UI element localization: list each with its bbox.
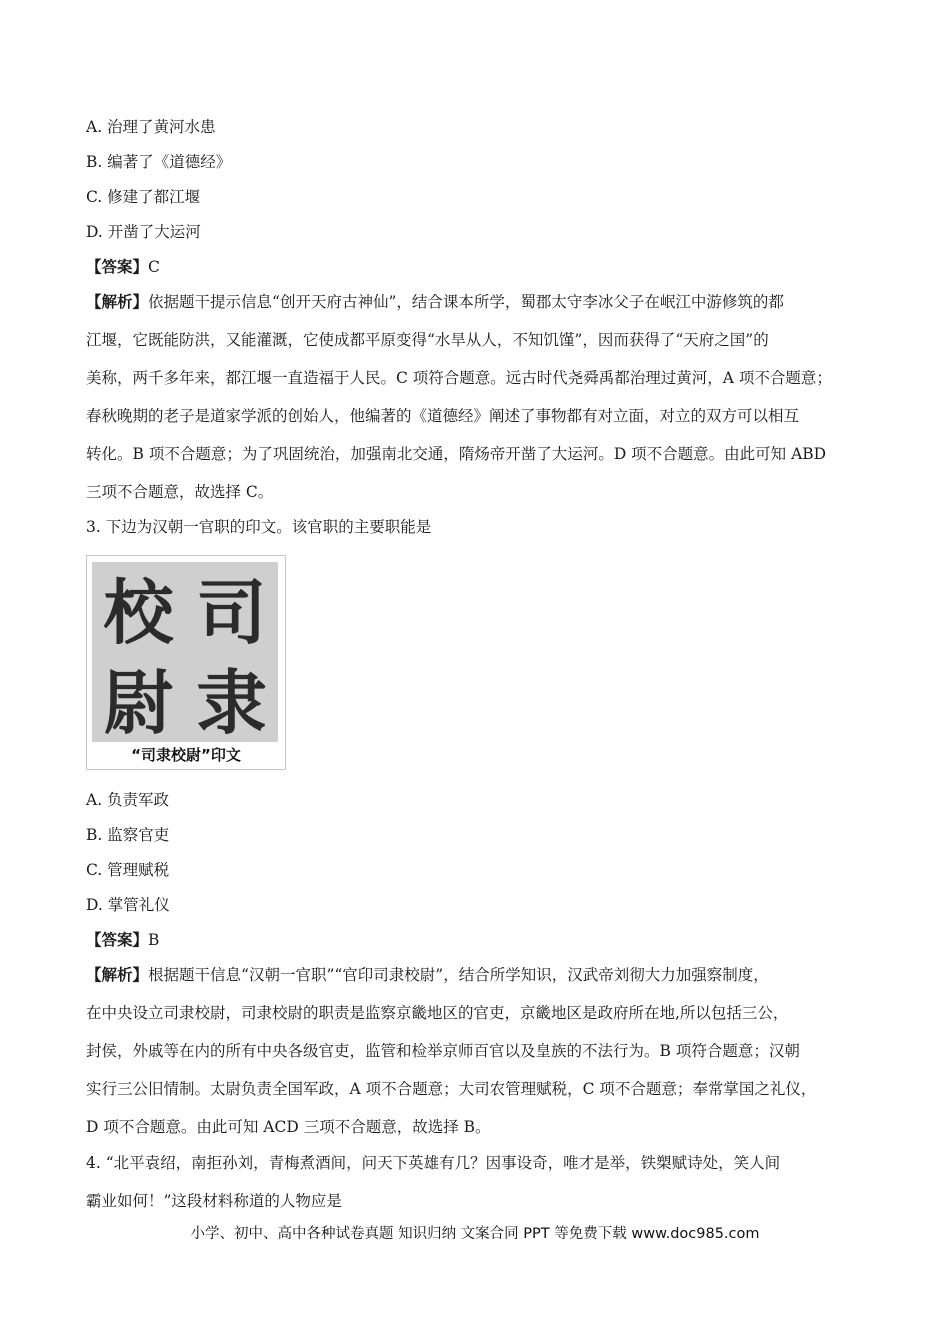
analysis-line — [86, 292, 784, 312]
analysis-line — [86, 965, 769, 985]
answer-value: B — [148, 931, 160, 949]
seal-char: 隶 — [196, 661, 267, 744]
seal-char: 尉 — [103, 661, 174, 744]
answer-line — [86, 257, 160, 277]
option-a: A. 治理了黄河水患 — [86, 118, 216, 136]
option-b: B. 监察官吏 — [86, 826, 170, 844]
analysis-line: 三项不合题意，故选择 C。 — [86, 483, 274, 501]
option-a: A. 负责军政 — [86, 791, 170, 809]
analysis-tag: 【解析】 — [86, 292, 149, 311]
seal-stamp — [92, 562, 278, 742]
option-d: D. 开凿了大运河 — [86, 223, 201, 241]
analysis-line: D 项不合题意。由此可知 ACD 三项不合题意，故选择 B。 — [86, 1118, 491, 1136]
analysis-line: 江堰，它既能防洪，又能灌溉，它使成都平原变得“水旱从人，不知饥馑”，因而获得了“天府之国”的 — [86, 331, 769, 349]
option-b: B. 编著了《道德经》 — [86, 153, 232, 171]
analysis-tag: 【解析】 — [86, 965, 149, 984]
seal-image — [86, 555, 286, 770]
analysis-line: 美称，两千多年来，都江堰一直造福于人民。C 项符合题意。远古时代尧舜禹都治理过黄河，A 项不合题意； — [86, 369, 832, 387]
answer-line — [86, 930, 159, 950]
answer-value: C — [148, 258, 160, 276]
question-stem: 4. “北平袁绍，南拒孙刘，青梅煮酒间，问天下英雄有几？因事设奇，唯才是举，铁槊赋诗处，笑人间 — [86, 1154, 781, 1172]
analysis-line: 在中央设立司隶校尉，司隶校尉的职责是监察京畿地区的官吏，京畿地区是政府所在地,所以包括三公， — [86, 1004, 789, 1022]
option-c: C. 修建了都江堰 — [86, 188, 201, 206]
analysis-line: 春秋晚期的老子是道家学派的创始人，他编著的《道德经》阐述了事物都有对立面，对立的双方可以相互 — [86, 407, 800, 425]
analysis-line: 转化。B 项不合题意；为了巩固统治，加强南北交通，隋炀帝开凿了大运河。D 项不合题意。由此可知 ABD — [86, 445, 827, 463]
question-stem: 3. 下边为汉朝一官职的印文。该官职的主要职能是 — [86, 518, 432, 536]
analysis-text: 依据题干提示信息“创开天府古神仙”，结合课本所学，蜀郡太守李冰父子在岷江中游修筑的都 — [148, 293, 784, 311]
analysis-line: 封侯，外戚等在内的所有中央各级官吏，监管和检举京师百官以及皇族的不法行为。B 项符合题意；汉朝 — [86, 1042, 800, 1060]
analysis-line: 实行三公旧情制。太尉负责全国军政，A 项不合题意；大司农管理赋税，C 项不合题意；奉常掌国之礼仪， — [86, 1080, 817, 1098]
answer-tag: 【答案】 — [86, 257, 149, 276]
option-c: C. 管理赋税 — [86, 861, 170, 879]
analysis-text: 根据题干信息“汉朝一官职”“官印司隶校尉”，结合所学知识，汉武帝刘彻大力加强察制度， — [148, 966, 769, 984]
option-d: D. 掌管礼仪 — [86, 896, 170, 914]
page-footer: 小学、初中、高中各种试卷真题 知识归纳 文案合同 PPT 等免费下载 www.doc985.com — [190, 1226, 760, 1242]
answer-tag: 【答案】 — [86, 930, 149, 949]
seal-char: 司 — [196, 571, 267, 654]
seal-char: 校 — [103, 571, 174, 654]
seal-caption: “司隶校尉”印文 — [131, 746, 241, 764]
question-stem: 霸业如何！”这段材料称道的人物应是 — [86, 1192, 342, 1210]
